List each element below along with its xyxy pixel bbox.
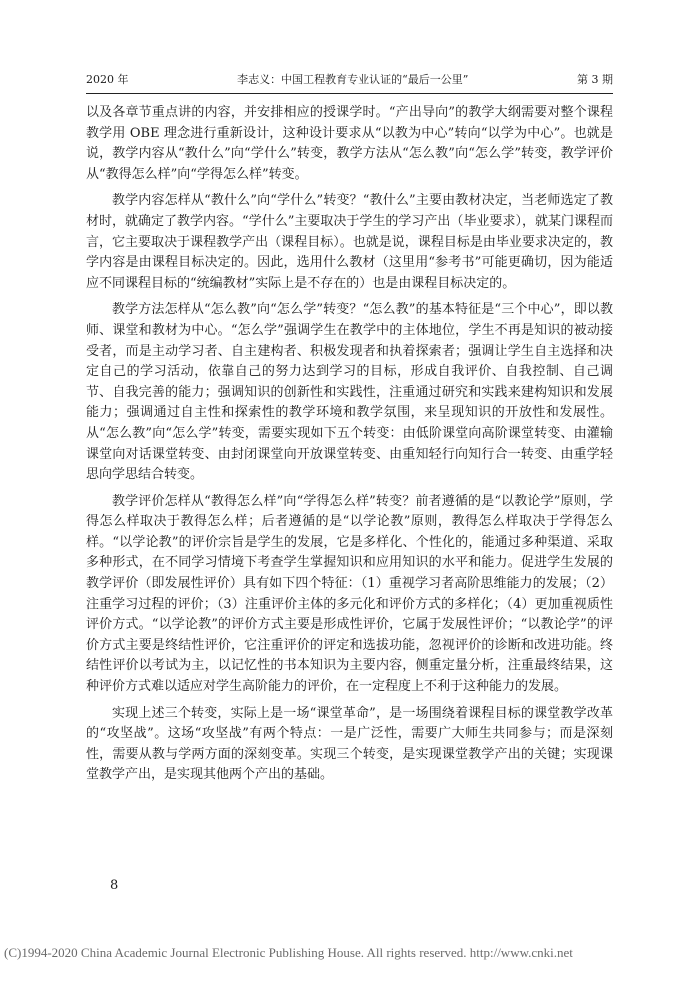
running-header	[86, 73, 613, 87]
header-rule	[86, 93, 613, 94]
page-number: 8	[110, 878, 119, 893]
article-body	[86, 103, 613, 792]
paragraph-method: 教学方法怎样从“怎么教”向“怎么学”转变？“怎么教”的基本特征是“三个中心”，即以教师、课堂和教材为中心。“怎么学”强调学生在教学中的主体地位，学生不再是知识的被动接受者，而是主动学习者、自主建构者、积极发现者和执着探索者；强调让学生自主选择和决定自己的学习活动，依靠自己的努力达到学习的目标，形成自我评价、自我控制、自己调节、自我完善的能力；强调知识的创新性和实践性，注重通过研究和实践来建构知识和发展能力；强调通过自主性和探索性的教学环境和教学氛围，来呈现知识的开放性和发展性。从“怎么教”向“怎么学”转变，需要实现如下五个转变：由低阶课堂向高阶课堂转变、由灌输课堂向对话课堂转变、由封闭课堂向开放课堂转变、由重知轻行向知行合一转变、由重学轻思向学思结合转变。	[86, 302, 613, 483]
header-title: 李志义：中国工程教育专业认证的“最后一公里”	[237, 73, 469, 86]
paragraph-evaluation: 教学评价怎样从“教得怎么样”向“学得怎么样”转变？前者遵循的是“以教论学”原则，学得怎么样取决于教得怎么样；后者遵循的是“以学论教”原则，教得怎么样取决于学得怎么样。“以学论教”的评价宗旨是学生的发展，它是多样化、个性化的，能通过多种渠道、采取多种形式，在不同学习情境下考查学生掌握知识和应用知识的水平和能力。促进学生发展的教学评价（即发展性评价）具有如下四个特征：（1）重视学习者高阶思维能力的发展；（2）注重学习过程的评价；（3）注重评价主体的多元化和评价方式的多样化；（4）更加重视质性评价方式。“以学论教”的评价方式主要是形成性评价，它属于发展性评价；“以教论学”的评价方式主要是终结性评价，它注重评价的评定和选拔功能，忽视评价的诊断和改进功能。终结性评价以考试为主，以记忆性的书本知识为主要内容，侧重定量分析，注重最终结果，这种评价方式难以适应对学生高阶能力的评价，在一定程度上不利于这种能力的发展。	[86, 493, 613, 695]
header-issue: 第 3 期	[577, 73, 613, 86]
paragraph-conclusion: 实现上述三个转变，实际上是一场“课堂革命”，是一场围绕着课程目标的课堂教学改革的“攻坚战”。这场“攻坚战”有两个特点：一是广泛性，需要广大师生共同参与；而是深刻性，需要从教与学两方面的深刻变革。实现三个转变，是实现课堂教学产出的关键；实现课堂教学产出，是实现其他两个产出的基础。	[86, 705, 613, 783]
paragraph-content: 教学内容怎样从“教什么”向“学什么”转变？“教什么”主要由教材决定，当老师选定了教材时，就确定了教学内容。“学什么”主要取决于学生的学习产出（毕业要求），就某门课程而言，它主要取决于课程教学产出（课程目标）。也就是说，课程目标是由毕业要求决定的，教学内容是由课程目标决定的。因此，选用什么教材（这里用“参考书”可能更确切，因为能适应不同课程目标的“统编教材”实际上是不存在的）也是由课程目标决定的。	[86, 193, 613, 291]
copyright-footer: (C)1994-2020 China Academic Journal Electronic Publishing House. All rights reserved. http://www.cnki.net	[4, 945, 573, 960]
paragraph-continuation: 以及各章节重点讲的内容，并安排相应的授课学时。“产出导向”的教学大纲需要对整个课程教学用 OBE 理念进行重新设计，这种设计要求从“以教为中心”转向“以学为中心”。也就是说，教学内容从“教什么”向“学什么”转变，教学方法从“怎么教”向“怎么学”转变，教学评价从“教得怎么样”向“学得怎么样”转变。	[86, 105, 613, 182]
header-year: 2020 年	[86, 73, 129, 86]
